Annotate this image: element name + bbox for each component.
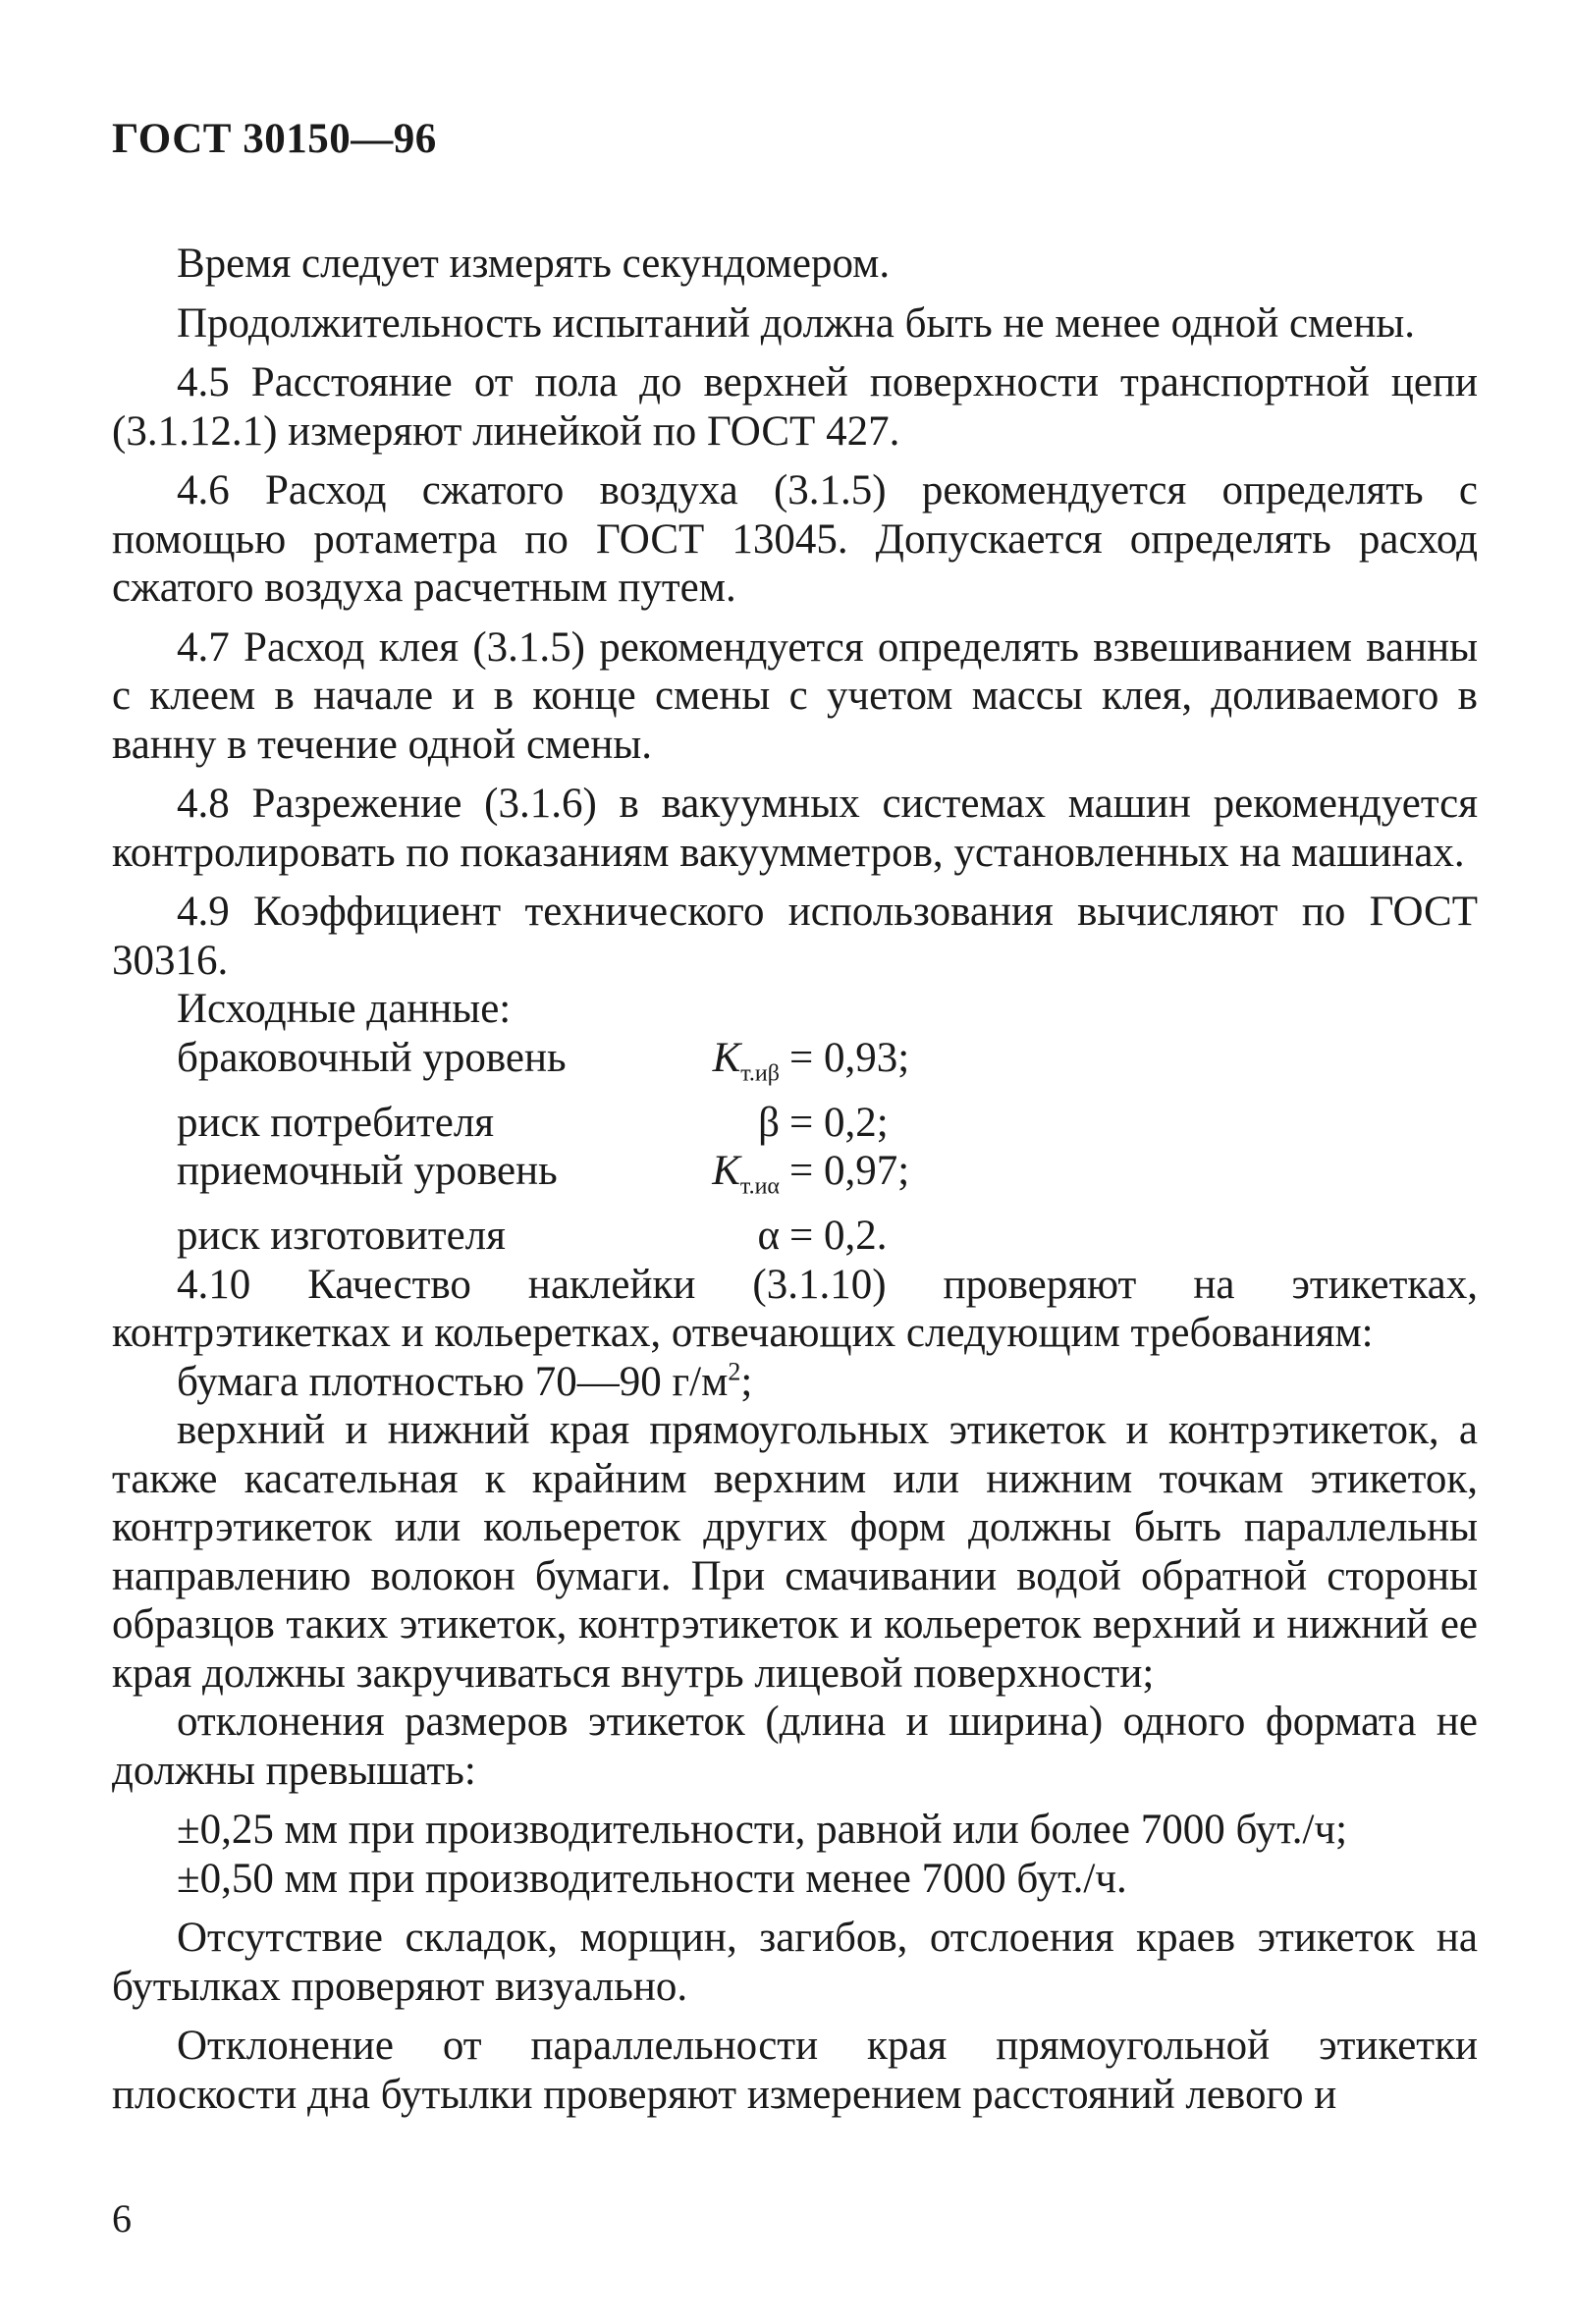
document-header: ГОСТ 30150—96	[112, 116, 437, 162]
paragraph: Время следует измерять секундомером.	[177, 241, 891, 287]
paragraph: отклонения размеров этикеток (длина и ширина) одного формата не должны превышать:	[112, 1699, 1478, 1794]
paragraph: Исходные данные:	[177, 986, 512, 1032]
risk-value: = 0,2;	[789, 1099, 889, 1146]
paragraph: 4.9 Коэффициент технического использования вычисляют по ГОСТ 30316.	[112, 889, 1478, 984]
risk-label: риск потребителя	[177, 1099, 495, 1146]
paragraph: 4.8 Разрежение (3.1.6) в вакуумных системах машин рекомендуется контролировать по показаниям вакуумметров, установленных на машинах.	[112, 781, 1478, 876]
document-body	[112, 240, 1478, 2119]
risk-value: = 0,93;	[789, 1034, 910, 1081]
risk-row	[177, 1099, 1478, 1148]
risk-symbol: α	[757, 1213, 780, 1260]
risk-symbol: $K_{т.и\alpha}$	[712, 1148, 780, 1200]
risk-value: = 0,2.	[789, 1213, 888, 1260]
paragraph: верхний и нижний края прямоугольных этикеток и контрэтикеток, а также касательная к крайним верхним или нижним точкам этикеток, контрэтикеток или кольереток других форм должны быть параллельны направлению волокон бумаги. При смачивании водой обратной стороны образцов таких этикеток, контрэтикеток и кольереток верхний и нижний ее края должны закручиваться внутрь лицевой поверхности;	[112, 1407, 1478, 1697]
paragraph: Отклонение от параллельности края прямоугольной этикетки плоскости дна бутылки проверяют измерением расстояний левого и	[112, 2023, 1478, 2118]
page-number: 6	[112, 2196, 132, 2241]
risk-row	[177, 1212, 1478, 1261]
risk-value: = 0,97;	[789, 1148, 910, 1195]
paragraph: 4.10 Качество наклейки (3.1.10) проверяют на этикетках, контрэтикетках и кольеретках, отвечающих следующим требованиям:	[112, 1261, 1478, 1357]
risk-table	[112, 1034, 1478, 1261]
paragraph: 4.6 Расход сжатого воздуха (3.1.5) рекомендуется определять с помощью ротаметра по ГОСТ 13045. Допускается определять расход сжатого воздуха расчетным путем.	[112, 467, 1478, 611]
paragraph: ±0,50 мм при производительности менее 7000 бут./ч.	[177, 1855, 1127, 1902]
risk-symbol: $K_{т.и\beta}$	[712, 1034, 780, 1087]
paragraph: 4.5 Расстояние от пола до верхней поверхности транспортной цепи (3.1.12.1) измеряют линейкой по ГОСТ 427.	[112, 359, 1478, 455]
risk-symbol: β	[758, 1099, 780, 1146]
risk-label: приемочный уровень	[177, 1148, 558, 1195]
paragraph: ±0,25 мм при производительности, равной или более 7000 бут./ч;	[177, 1807, 1348, 1854]
risk-label: риск изготовителя	[177, 1213, 506, 1260]
risk-row	[177, 1147, 1478, 1212]
risk-row	[177, 1034, 1478, 1099]
paragraph: 4.7 Расход клея (3.1.5) рекомендуется определять взвешиванием ванны с клеем в начале и в конце смены с учетом массы клея, доливаемого в ванну в течение одной смены.	[112, 623, 1478, 768]
risk-label: браковочный уровень	[177, 1034, 567, 1081]
paragraph: Продолжительность испытаний должна быть не менее одной смены.	[177, 299, 1416, 347]
paragraph: бумага плотностью 70—90 $г/м^2$;	[177, 1357, 753, 1405]
paragraph: Отсутствие складок, морщин, загибов, отслоения краев этикеток на бутылках проверяют визуально.	[112, 1915, 1478, 2010]
